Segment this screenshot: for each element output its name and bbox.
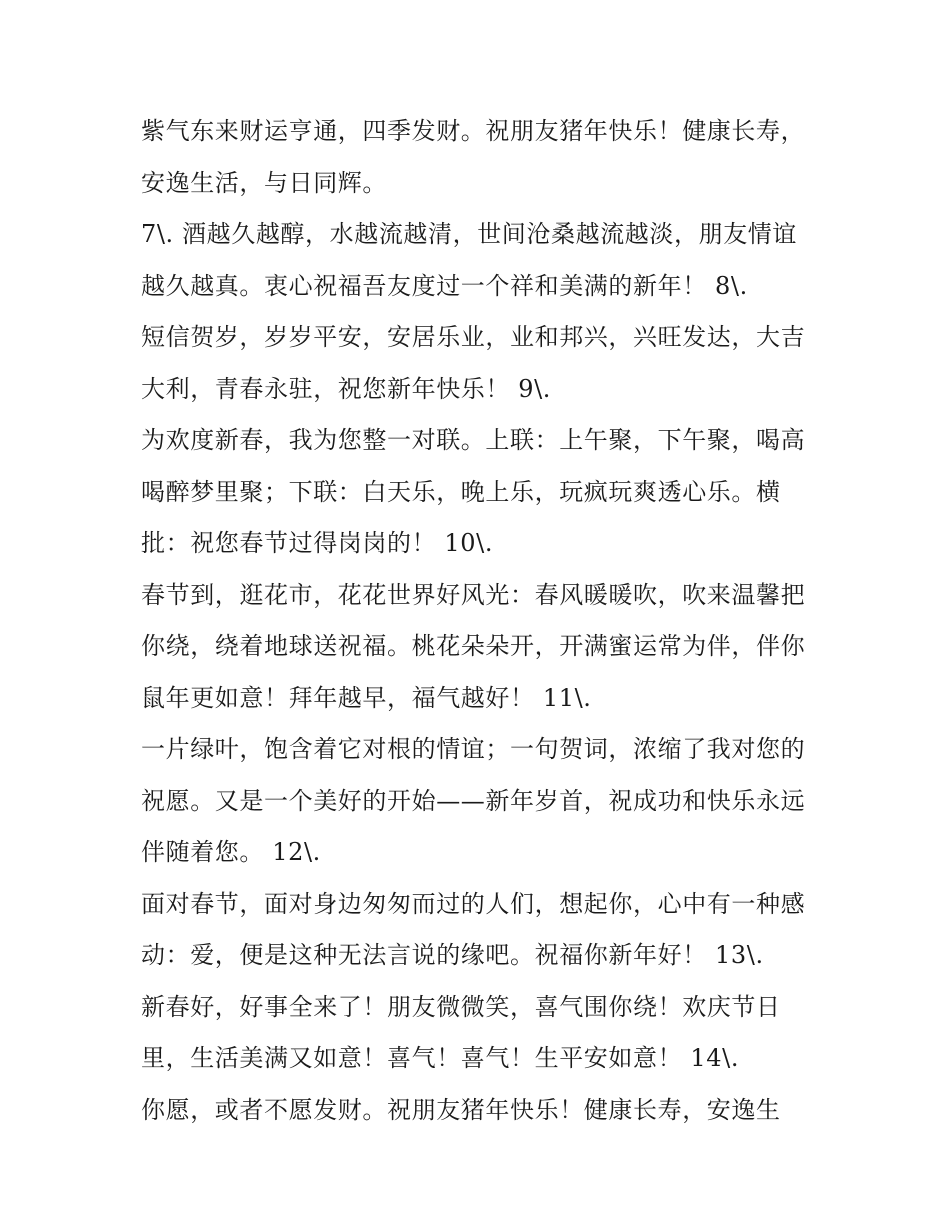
text-line: 大利，青春永驻，祝您新年快乐！ 9\. [141, 374, 552, 403]
text-line: 祝愿。又是一个美好的开始——新年岁首，祝成功和快乐永远 [141, 786, 806, 815]
text-line: 伴随着您。 12\. [141, 838, 321, 866]
text-line: 一片绿叶，饱含着它对根的情谊；一句贺词，浓缩了我对您的 [141, 735, 806, 763]
text-line: 批：祝您春节过得岗岗的！ 10\. [141, 529, 494, 557]
text-line: 短信贺岁，岁岁平安，安居乐业，业和邦兴，兴旺发达，大吉 [141, 323, 806, 351]
text-line: 你绕，绕着地球送祝福。桃花朵朵开，开满蜜运常为伴，伴你 [141, 632, 806, 660]
text-line: 紫气东来财运亨通，四季发财。祝朋友猪年快乐！健康长寿， [141, 117, 806, 145]
text-line: 7\. 酒越久越醇，水越流越清，世间沧桑越流越淡，朋友情谊 [141, 220, 798, 248]
text-line: 为欢度新春，我为您整一对联。上联：上午聚，下午聚，喝高 [141, 426, 806, 454]
text-line: 越久越真。衷心祝福吾友度过一个祥和美满的新年！ 8\. [141, 271, 748, 300]
text-line: 新春好，好事全来了！朋友微微笑，喜气围你绕！欢庆节日 [141, 992, 781, 1021]
text-line: 安逸生活，与日同辉。 [141, 168, 387, 197]
text-line: 春节到，逛花市，花花世界好风光：春风暖暖吹，吹来温馨把 [141, 580, 806, 609]
text-line: 面对春节，面对身边匆匆而过的人们，想起你，心中有一种感 [141, 889, 806, 918]
text-line: 喝醉梦里聚；下联：白天乐，晚上乐，玩疯玩爽透心乐。横 [141, 477, 781, 506]
text-line: 里，生活美满又如意！喜气！喜气！生平安如意！ 14\. [141, 1044, 740, 1072]
text-line: 鼠年更如意！拜年越早，福气越好！ 11\. [141, 683, 592, 712]
text-line: 你愿，或者不愿发财。祝朋友猪年快乐！健康长寿，安逸生 [141, 1095, 781, 1124]
document-body [141, 106, 821, 1136]
text-line: 动：爱，便是这种无法言说的缘吧。祝福你新年好！ 13\. [141, 941, 764, 969]
